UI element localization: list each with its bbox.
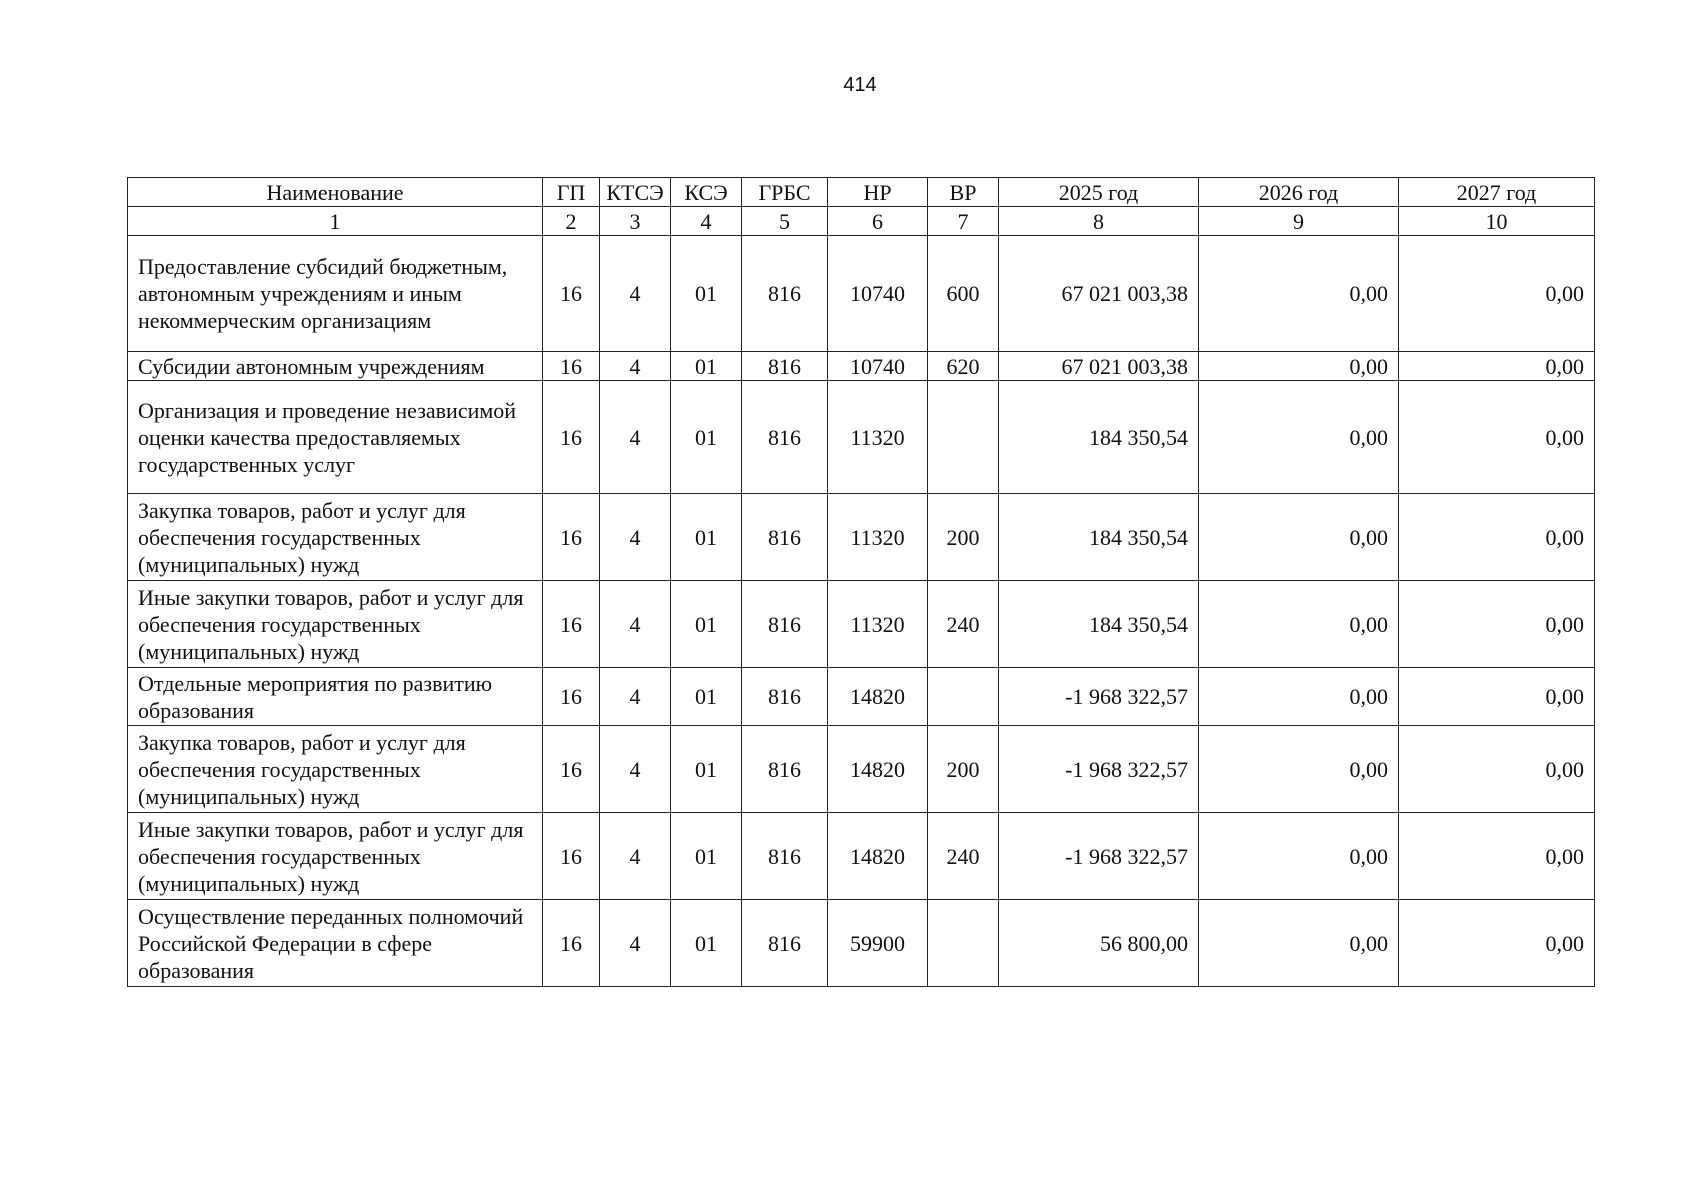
cell-2025: -1 968 322,57	[999, 726, 1199, 813]
cell-grbs: 816	[742, 236, 828, 352]
row-name: Иные закупки товаров, работ и услуг для обеспечения государственных (муниципальных) нужд	[128, 813, 543, 900]
cell-grbs: 816	[742, 494, 828, 581]
header-kse: КСЭ	[671, 178, 742, 207]
column-number: 10	[1399, 207, 1595, 236]
cell-2025: 56 800,00	[999, 900, 1199, 987]
cell-ktse: 4	[600, 352, 671, 381]
cell-ktse: 4	[600, 900, 671, 987]
column-number: 7	[928, 207, 999, 236]
cell-kse: 01	[671, 900, 742, 987]
cell-gp: 16	[543, 726, 600, 813]
cell-2026: 0,00	[1199, 668, 1399, 726]
cell-nr: 10740	[828, 352, 928, 381]
cell-grbs: 816	[742, 668, 828, 726]
cell-vr: 620	[928, 352, 999, 381]
column-number: 8	[999, 207, 1199, 236]
cell-2027: 0,00	[1399, 381, 1595, 494]
column-number: 9	[1199, 207, 1399, 236]
column-number: 2	[543, 207, 600, 236]
header-ktse: КТСЭ	[600, 178, 671, 207]
column-number: 1	[128, 207, 543, 236]
cell-gp: 16	[543, 381, 600, 494]
row-name: Отдельные мероприятия по развитию образования	[128, 668, 543, 726]
cell-gp: 16	[543, 494, 600, 581]
cell-2025: 184 350,54	[999, 381, 1199, 494]
cell-vr: 200	[928, 494, 999, 581]
cell-kse: 01	[671, 352, 742, 381]
cell-gp: 16	[543, 900, 600, 987]
header-gp: ГП	[543, 178, 600, 207]
cell-gp: 16	[543, 813, 600, 900]
cell-vr: 200	[928, 726, 999, 813]
cell-vr	[928, 668, 999, 726]
cell-ktse: 4	[600, 668, 671, 726]
cell-grbs: 816	[742, 581, 828, 668]
cell-grbs: 816	[742, 726, 828, 813]
cell-2026: 0,00	[1199, 581, 1399, 668]
cell-2027: 0,00	[1399, 726, 1595, 813]
cell-2027: 0,00	[1399, 581, 1595, 668]
cell-ktse: 4	[600, 236, 671, 352]
cell-gp: 16	[543, 236, 600, 352]
cell-2025: -1 968 322,57	[999, 813, 1199, 900]
header-row	[128, 178, 1595, 207]
cell-nr: 14820	[828, 668, 928, 726]
cell-vr: 600	[928, 236, 999, 352]
cell-nr: 10740	[828, 236, 928, 352]
header-2025: 2025 год	[999, 178, 1199, 207]
cell-2026: 0,00	[1199, 381, 1399, 494]
cell-2026: 0,00	[1199, 236, 1399, 352]
table-row	[128, 900, 1595, 987]
cell-kse: 01	[671, 813, 742, 900]
cell-grbs: 816	[742, 813, 828, 900]
header-2026: 2026 год	[1199, 178, 1399, 207]
cell-kse: 01	[671, 726, 742, 813]
header-grbs: ГРБС	[742, 178, 828, 207]
header-vr: ВР	[928, 178, 999, 207]
cell-nr: 14820	[828, 813, 928, 900]
table-row	[128, 381, 1595, 494]
row-name: Предоставление субсидий бюджетным, автономным учреждениям и иным некоммерческим организациям	[128, 236, 543, 352]
row-name: Закупка товаров, работ и услуг для обеспечения государственных (муниципальных) нужд	[128, 494, 543, 581]
cell-grbs: 816	[742, 352, 828, 381]
cell-kse: 01	[671, 581, 742, 668]
column-number: 4	[671, 207, 742, 236]
cell-vr: 240	[928, 813, 999, 900]
cell-2026: 0,00	[1199, 494, 1399, 581]
table-row	[128, 813, 1595, 900]
cell-2025: 67 021 003,38	[999, 236, 1199, 352]
cell-2027: 0,00	[1399, 900, 1595, 987]
cell-gp: 16	[543, 668, 600, 726]
cell-2025: 67 021 003,38	[999, 352, 1199, 381]
cell-vr: 240	[928, 581, 999, 668]
row-name: Закупка товаров, работ и услуг для обеспечения государственных (муниципальных) нужд	[128, 726, 543, 813]
cell-2025: 184 350,54	[999, 494, 1199, 581]
table-row	[128, 581, 1595, 668]
header-2027: 2027 год	[1399, 178, 1595, 207]
cell-ktse: 4	[600, 813, 671, 900]
cell-kse: 01	[671, 494, 742, 581]
budget-table	[127, 177, 1595, 987]
cell-2026: 0,00	[1199, 813, 1399, 900]
cell-ktse: 4	[600, 381, 671, 494]
header-name: Наименование	[128, 178, 543, 207]
cell-2026: 0,00	[1199, 352, 1399, 381]
cell-nr: 11320	[828, 494, 928, 581]
cell-2025: -1 968 322,57	[999, 668, 1199, 726]
column-number: 3	[600, 207, 671, 236]
cell-gp: 16	[543, 352, 600, 381]
cell-nr: 11320	[828, 381, 928, 494]
cell-2027: 0,00	[1399, 352, 1595, 381]
column-number: 5	[742, 207, 828, 236]
cell-2027: 0,00	[1399, 668, 1595, 726]
cell-vr	[928, 900, 999, 987]
cell-ktse: 4	[600, 726, 671, 813]
cell-ktse: 4	[600, 494, 671, 581]
cell-ktse: 4	[600, 581, 671, 668]
cell-gp: 16	[543, 581, 600, 668]
table-row	[128, 668, 1595, 726]
table-row	[128, 494, 1595, 581]
page-number: 414	[843, 74, 877, 96]
cell-kse: 01	[671, 381, 742, 494]
table-row	[128, 352, 1595, 381]
cell-2026: 0,00	[1199, 726, 1399, 813]
header-nr: НР	[828, 178, 928, 207]
cell-nr: 59900	[828, 900, 928, 987]
row-name: Организация и проведение независимой оценки качества предоставляемых государственных услуг	[128, 381, 543, 494]
cell-2027: 0,00	[1399, 236, 1595, 352]
row-name: Иные закупки товаров, работ и услуг для обеспечения государственных (муниципальных) нужд	[128, 581, 543, 668]
cell-2026: 0,00	[1199, 900, 1399, 987]
cell-kse: 01	[671, 668, 742, 726]
cell-2027: 0,00	[1399, 494, 1595, 581]
row-name: Осуществление переданных полномочий Российской Федерации в сфере образования	[128, 900, 543, 987]
cell-kse: 01	[671, 236, 742, 352]
table-row	[128, 726, 1595, 813]
cell-2025: 184 350,54	[999, 581, 1199, 668]
column-number: 6	[828, 207, 928, 236]
cell-2027: 0,00	[1399, 813, 1595, 900]
cell-grbs: 816	[742, 381, 828, 494]
row-name: Субсидии автономным учреждениям	[128, 352, 543, 381]
cell-nr: 11320	[828, 581, 928, 668]
table-row	[128, 236, 1595, 352]
cell-vr	[928, 381, 999, 494]
cell-grbs: 816	[742, 900, 828, 987]
column-number-row	[128, 207, 1595, 236]
cell-nr: 14820	[828, 726, 928, 813]
